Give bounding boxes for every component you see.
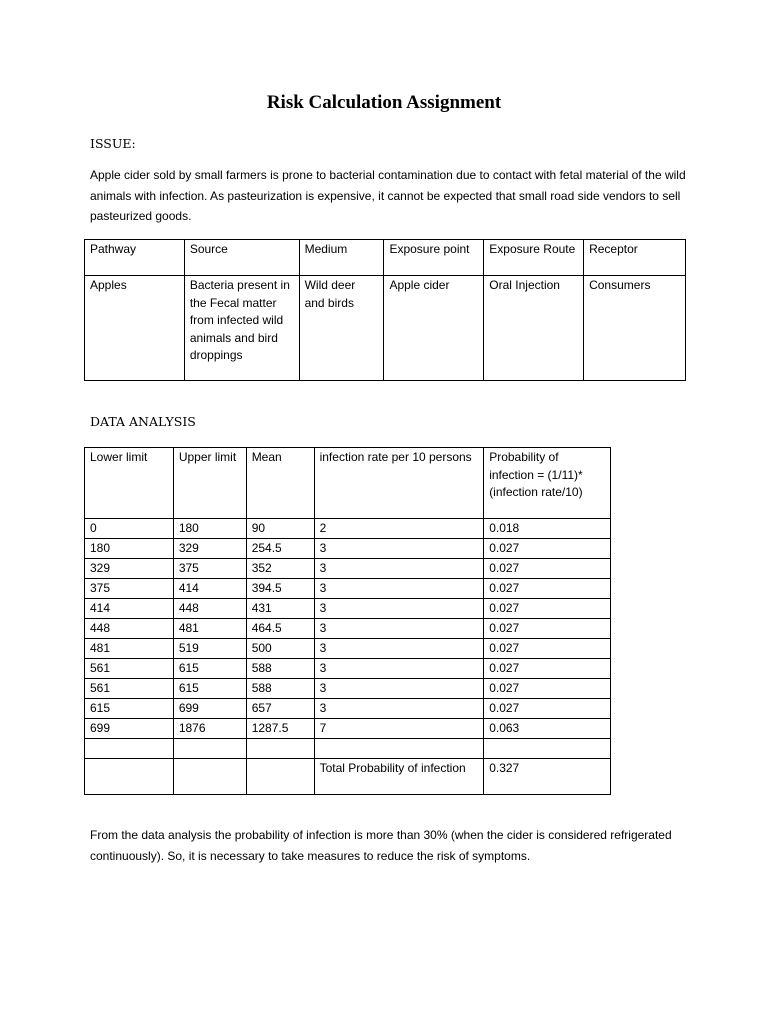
total-row xyxy=(85,759,611,795)
table-row xyxy=(85,679,611,699)
table-cell: 615 xyxy=(85,699,174,719)
table-cell: 0.027 xyxy=(484,559,611,579)
table-cell: 3 xyxy=(314,619,484,639)
empty-cell xyxy=(85,739,174,759)
table-cell: 588 xyxy=(246,679,314,699)
table-cell: 500 xyxy=(246,639,314,659)
table-row xyxy=(85,276,686,381)
table-cell: Apple cider xyxy=(384,276,484,381)
table-cell: 352 xyxy=(246,559,314,579)
header-cell: Lower limit xyxy=(85,448,174,519)
empty-cell xyxy=(173,739,246,759)
header-cell: Exposure point xyxy=(384,240,484,276)
empty-cell xyxy=(246,759,314,795)
table-cell: 431 xyxy=(246,599,314,619)
table-cell: 3 xyxy=(314,539,484,559)
table-cell: 0.027 xyxy=(484,599,611,619)
table-cell: 0 xyxy=(85,519,174,539)
table-row xyxy=(85,719,611,739)
table-cell: 615 xyxy=(173,679,246,699)
table-cell: 394.5 xyxy=(246,579,314,599)
table-cell: 375 xyxy=(85,579,174,599)
empty-cell xyxy=(246,739,314,759)
table-cell: 699 xyxy=(173,699,246,719)
empty-cell xyxy=(314,739,484,759)
table-cell: 414 xyxy=(173,579,246,599)
table-cell: 3 xyxy=(314,699,484,719)
table-cell: 481 xyxy=(85,639,174,659)
table-cell: 3 xyxy=(314,559,484,579)
empty-cell xyxy=(484,739,611,759)
table-cell: 375 xyxy=(173,559,246,579)
table-cell: 657 xyxy=(246,699,314,719)
table-cell: 561 xyxy=(85,679,174,699)
table-cell: 3 xyxy=(314,599,484,619)
table-cell: 615 xyxy=(173,659,246,679)
table-row xyxy=(85,639,611,659)
table-cell: 414 xyxy=(85,599,174,619)
table-cell: 561 xyxy=(85,659,174,679)
empty-row xyxy=(85,739,611,759)
pathway-header-row xyxy=(85,240,686,276)
table-cell: 0.027 xyxy=(484,539,611,559)
table-cell: Bacteria present in the Fecal matter from infected wild animals and bird droppings xyxy=(184,276,299,381)
table-cell: Oral Injection xyxy=(484,276,584,381)
table-cell: 3 xyxy=(314,579,484,599)
header-cell: Probability of infection = (1/11)*(infection rate/10) xyxy=(484,448,611,519)
table-cell: 519 xyxy=(173,639,246,659)
table-row xyxy=(85,539,611,559)
table-row xyxy=(85,559,611,579)
table-row xyxy=(85,519,611,539)
page-title: Risk Calculation Assignment xyxy=(266,92,502,113)
table-row xyxy=(85,659,611,679)
table-cell: 0.027 xyxy=(484,579,611,599)
table-cell: 254.5 xyxy=(246,539,314,559)
table-cell: 0.063 xyxy=(484,719,611,739)
data-analysis-heading: DATA ANALYSIS xyxy=(90,414,196,429)
header-cell: Receptor xyxy=(584,240,686,276)
table-cell: 329 xyxy=(173,539,246,559)
pathway-table xyxy=(84,239,686,381)
table-row xyxy=(85,699,611,719)
table-cell: 3 xyxy=(314,639,484,659)
total-value: 0.327 xyxy=(484,759,611,795)
header-cell: Upper limit xyxy=(173,448,246,519)
issue-paragraph: Apple cider sold by small farmers is prone to bacterial contamination due to contact with fetal material of the wild animals with infection. As pasteurization is expensive, it cannot be expected that small road side vendors to sell pasteurized goods. xyxy=(90,168,686,223)
empty-cell xyxy=(85,759,174,795)
table-cell: 448 xyxy=(173,599,246,619)
data-analysis-table xyxy=(84,447,611,795)
header-cell: Mean xyxy=(246,448,314,519)
table-cell: 0.027 xyxy=(484,679,611,699)
table-row xyxy=(85,599,611,619)
table-row xyxy=(85,579,611,599)
data-rows xyxy=(85,519,611,739)
table-cell: 3 xyxy=(314,659,484,679)
table-cell: 588 xyxy=(246,659,314,679)
table-cell: 1876 xyxy=(173,719,246,739)
table-cell: 180 xyxy=(173,519,246,539)
header-cell: Medium xyxy=(299,240,384,276)
table-cell: 2 xyxy=(314,519,484,539)
table-row xyxy=(85,619,611,639)
table-cell: Consumers xyxy=(584,276,686,381)
conclusion-paragraph: From the data analysis the probability of infection is more than 30% (when the cider is considered refrigerated continuously). So, it is necessary to take measures to reduce the risk of symptoms. xyxy=(90,828,672,863)
header-cell: Pathway xyxy=(85,240,185,276)
table-cell: 699 xyxy=(85,719,174,739)
table-cell: 0.027 xyxy=(484,659,611,679)
table-cell: Wild deer and birds xyxy=(299,276,384,381)
table-cell: 0.018 xyxy=(484,519,611,539)
issue-heading: ISSUE: xyxy=(90,136,136,151)
data-header-row xyxy=(85,448,611,519)
table-cell: 0.027 xyxy=(484,619,611,639)
table-cell: 1287.5 xyxy=(246,719,314,739)
table-cell: 481 xyxy=(173,619,246,639)
table-cell: 3 xyxy=(314,679,484,699)
table-cell: 0.027 xyxy=(484,639,611,659)
table-cell: Apples xyxy=(85,276,185,381)
total-label: Total Probability of infection xyxy=(314,759,484,795)
header-cell: infection rate per 10 persons xyxy=(314,448,484,519)
table-cell: 464.5 xyxy=(246,619,314,639)
table-cell: 180 xyxy=(85,539,174,559)
header-cell: Exposure Route xyxy=(484,240,584,276)
table-cell: 329 xyxy=(85,559,174,579)
table-cell: 448 xyxy=(85,619,174,639)
empty-cell xyxy=(173,759,246,795)
header-cell: Source xyxy=(184,240,299,276)
table-cell: 90 xyxy=(246,519,314,539)
table-cell: 0.027 xyxy=(484,699,611,719)
table-cell: 7 xyxy=(314,719,484,739)
